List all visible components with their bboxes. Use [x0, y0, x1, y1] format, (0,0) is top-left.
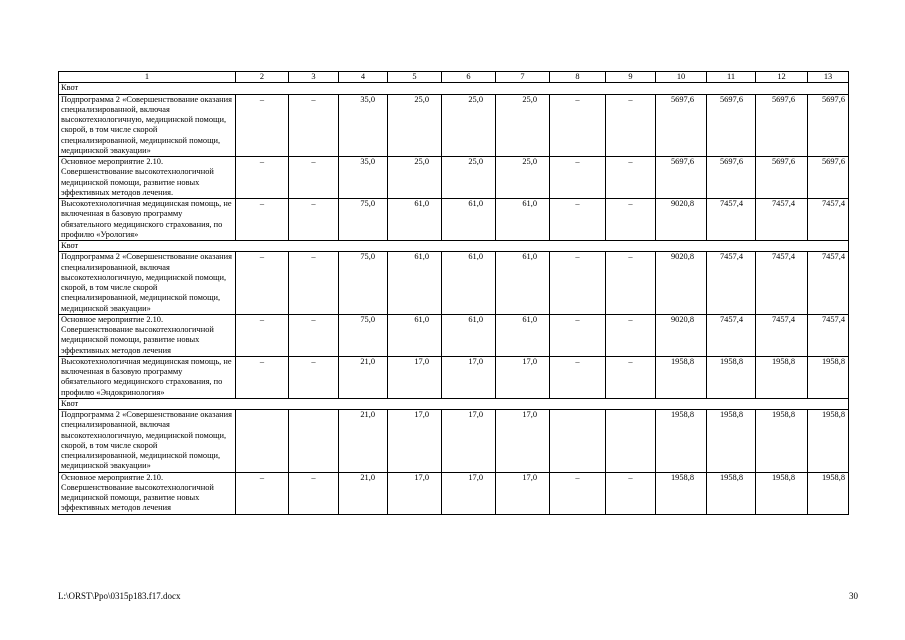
table-cell: 7457,4: [808, 252, 849, 315]
table-cell: –: [606, 157, 656, 199]
table-cell: 1958,8: [808, 356, 849, 398]
row-description: Основное мероприятие 2.10. Совершенствование высокотехнологичной медицинской помощи, развитие новых эффективных методов лечения: [59, 472, 236, 514]
table-cell: –: [289, 472, 339, 514]
table-cell: 5697,6: [756, 94, 808, 157]
footer-file-path: L:\ORST\Ppo\0315p183.f17.docx: [58, 591, 181, 601]
table-row: [59, 410, 849, 473]
table-cell: 1958,8: [656, 356, 707, 398]
table-row: [59, 472, 849, 514]
header-cell-5: 5: [388, 72, 442, 83]
header-cell-3: 3: [289, 72, 339, 83]
table-cell: 61,0: [388, 199, 442, 241]
table-cell: –: [289, 157, 339, 199]
table-cell: –: [236, 314, 289, 356]
table-cell: –: [550, 356, 606, 398]
table-cell: 7457,4: [707, 314, 756, 356]
section-row: [59, 398, 849, 409]
table-row: [59, 94, 849, 157]
table-cell: 75,0: [339, 314, 388, 356]
table-cell: –: [550, 94, 606, 157]
table-cell: 17,0: [388, 356, 442, 398]
table-cell: 35,0: [339, 157, 388, 199]
table-cell: 5697,6: [707, 157, 756, 199]
table-cell: 5697,6: [808, 157, 849, 199]
table-cell: 25,0: [442, 94, 496, 157]
table-cell: –: [236, 252, 289, 315]
header-cell-7: 7: [496, 72, 550, 83]
table-row: [59, 314, 849, 356]
table-cell: 5697,6: [707, 94, 756, 157]
table-cell: [236, 410, 289, 473]
row-description: Высокотехнологичная медицинская помощь, не включенная в базовую программу обязательного медицинского страхования, по профилю «Эндокринология»: [59, 356, 236, 398]
row-description: Основное мероприятие 2.10. Совершенствование высокотехнологичной медицинской помощи, развитие новых эффективных методов лечения.: [59, 157, 236, 199]
section-label: Квот: [59, 241, 849, 252]
table-cell: –: [550, 314, 606, 356]
header-cell-9: 9: [606, 72, 656, 83]
table-cell: 25,0: [496, 157, 550, 199]
table-cell: 17,0: [496, 410, 550, 473]
footer-page-number: 30: [849, 591, 858, 601]
table-cell: 7457,4: [707, 199, 756, 241]
table-cell: 5697,6: [656, 157, 707, 199]
table-cell: 1958,8: [707, 410, 756, 473]
header-cell-2: 2: [236, 72, 289, 83]
table-cell: 1958,8: [808, 410, 849, 473]
table-cell: 7457,4: [756, 252, 808, 315]
table-cell: 21,0: [339, 410, 388, 473]
table-cell: 5697,6: [808, 94, 849, 157]
table-cell: 7457,4: [808, 199, 849, 241]
table-cell: –: [550, 252, 606, 315]
table-cell: 17,0: [442, 356, 496, 398]
table-cell: 75,0: [339, 252, 388, 315]
header-cell-11: 11: [707, 72, 756, 83]
table-cell: 35,0: [339, 94, 388, 157]
table-cell: 7457,4: [707, 252, 756, 315]
table-cell: 1958,8: [707, 472, 756, 514]
table-cell: 21,0: [339, 356, 388, 398]
row-description: Подпрограмма 2 «Совершенствование оказания специализированной, включая высокотехнологичную, медицинской помощи, скорой, в том числе скорой специализированной, медицинской помощи, медицинской эвакуации»: [59, 252, 236, 315]
table-cell: 17,0: [442, 410, 496, 473]
section-row: [59, 83, 849, 94]
table-cell: 17,0: [496, 356, 550, 398]
table-cell: 21,0: [339, 472, 388, 514]
table-cell: 7457,4: [808, 314, 849, 356]
section-row: [59, 241, 849, 252]
table-row: [59, 356, 849, 398]
table-cell: 17,0: [388, 410, 442, 473]
table-cell: 1958,8: [756, 410, 808, 473]
table-cell: 5697,6: [656, 94, 707, 157]
table-cell: 9020,8: [656, 199, 707, 241]
table-cell: –: [236, 94, 289, 157]
header-cell-12: 12: [756, 72, 808, 83]
table-cell: [606, 410, 656, 473]
table-cell: [550, 410, 606, 473]
header-cell-8: 8: [550, 72, 606, 83]
table-cell: –: [289, 252, 339, 315]
table-cell: 1958,8: [756, 356, 808, 398]
table-cell: 61,0: [496, 252, 550, 315]
data-table: [58, 71, 849, 515]
table-body: [59, 72, 849, 515]
row-description: Подпрограмма 2 «Совершенствование оказания специализированной, включая высокотехнологичную, медицинской помощи, скорой, в том числе скорой специализированной, медицинской помощи, медицинской эвакуации»: [59, 410, 236, 473]
table-cell: 1958,8: [707, 356, 756, 398]
table-cell: 61,0: [442, 199, 496, 241]
table-cell: 61,0: [442, 252, 496, 315]
table-cell: –: [606, 252, 656, 315]
table-cell: 7457,4: [756, 314, 808, 356]
header-cell-4: 4: [339, 72, 388, 83]
table-cell: –: [550, 157, 606, 199]
table-cell: –: [606, 199, 656, 241]
table-cell: 1958,8: [756, 472, 808, 514]
table-cell: –: [550, 472, 606, 514]
header-cell-6: 6: [442, 72, 496, 83]
table-cell: 61,0: [496, 199, 550, 241]
table-cell: 1958,8: [808, 472, 849, 514]
table-cell: 61,0: [496, 314, 550, 356]
row-description: Высокотехнологичная медицинская помощь, не включенная в базовую программу обязательного медицинского страхования, по профилю «Урология»: [59, 199, 236, 241]
table-row: [59, 199, 849, 241]
table-cell: 9020,8: [656, 252, 707, 315]
section-label: Квот: [59, 398, 849, 409]
table-cell: –: [606, 356, 656, 398]
table-cell: 1958,8: [656, 472, 707, 514]
table-row: [59, 252, 849, 315]
table-cell: [289, 410, 339, 473]
header-cell-1: 1: [59, 72, 236, 83]
table-cell: –: [289, 314, 339, 356]
table-cell: 25,0: [442, 157, 496, 199]
header-cell-10: 10: [656, 72, 707, 83]
table-cell: 5697,6: [756, 157, 808, 199]
table-cell: 61,0: [388, 314, 442, 356]
table-cell: –: [550, 199, 606, 241]
table-cell: 75,0: [339, 199, 388, 241]
table-cell: 17,0: [442, 472, 496, 514]
table-cell: –: [289, 94, 339, 157]
section-label: Квот: [59, 83, 849, 94]
table-cell: –: [236, 472, 289, 514]
table-cell: 25,0: [388, 94, 442, 157]
table-cell: –: [289, 356, 339, 398]
table-cell: 9020,8: [656, 314, 707, 356]
table-cell: –: [236, 356, 289, 398]
table-cell: 61,0: [442, 314, 496, 356]
table-cell: –: [236, 199, 289, 241]
table-cell: –: [606, 472, 656, 514]
table-cell: 17,0: [388, 472, 442, 514]
table-cell: 17,0: [496, 472, 550, 514]
table-cell: 25,0: [388, 157, 442, 199]
row-description: Подпрограмма 2 «Совершенствование оказания специализированной, включая высокотехнологичную, медицинской помощи, скорой, в том числе скорой специализированной, медицинской помощи, медицинской эвакуации»: [59, 94, 236, 157]
table-row: [59, 157, 849, 199]
row-description: Основное мероприятие 2.10. Совершенствование высокотехнологичной медицинской помощи, развитие новых эффективных методов лечения: [59, 314, 236, 356]
table-header-row: [59, 72, 849, 83]
table-cell: –: [236, 157, 289, 199]
table-cell: –: [289, 199, 339, 241]
table-cell: –: [606, 94, 656, 157]
header-cell-13: 13: [808, 72, 849, 83]
table-cell: 25,0: [496, 94, 550, 157]
table-cell: 7457,4: [756, 199, 808, 241]
table-cell: 61,0: [388, 252, 442, 315]
table-cell: –: [606, 314, 656, 356]
table-cell: 1958,8: [656, 410, 707, 473]
